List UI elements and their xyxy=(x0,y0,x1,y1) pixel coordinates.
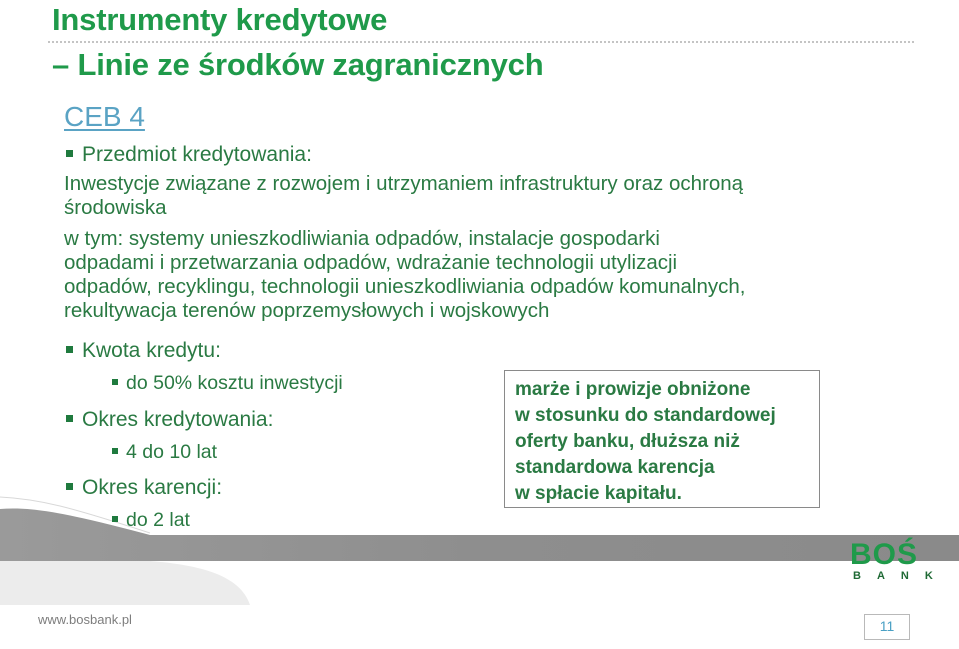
purpose-heading xyxy=(66,143,312,167)
bullet-icon xyxy=(112,379,118,385)
callout-box xyxy=(504,370,820,508)
callout-line-5: w spłacie kapitału. xyxy=(515,483,682,504)
bullet-icon xyxy=(66,483,73,490)
purpose-line-5: odpadów, recyklingu, technologii unieszkodliwiania odpadów komunalnych, xyxy=(64,275,746,298)
page-number: 11 xyxy=(879,618,895,634)
period-value-label: 4 do 10 lat xyxy=(126,441,218,463)
footer-url: www.bosbank.pl xyxy=(38,612,132,627)
callout-line-4: standardowa karencja xyxy=(515,457,715,478)
period-heading-label: Okres kredytowania: xyxy=(82,408,274,431)
purpose-line-1: Inwestycje związane z rozwojem i utrzymaniem infrastruktury oraz ochroną xyxy=(64,172,744,195)
purpose-heading-label: Przedmiot kredytowania: xyxy=(82,143,312,166)
page-title: Instrumenty kredytowe xyxy=(52,2,388,37)
purpose-line-3: w tym: systemy unieszkodliwiania odpadów, instalacje gospodarki xyxy=(64,227,660,250)
amount-value xyxy=(112,372,343,395)
bullet-icon xyxy=(112,448,118,454)
callout-line-2: w stosunku do standardowej xyxy=(515,405,776,426)
amount-value-label: do 50% kosztu inwestycji xyxy=(126,372,343,394)
purpose-line-4: odpadami i przetwarzania odpadów, wdrażanie technologii utylizacji xyxy=(64,251,678,274)
section-title: CEB 4 xyxy=(64,101,145,132)
grace-heading xyxy=(66,476,222,500)
bank-logo-sub: BANK xyxy=(853,570,949,582)
title-divider xyxy=(48,41,914,43)
callout-line-1: marże i prowizje obniżone xyxy=(515,379,751,400)
callout-line-3: oferty banku, dłuższa niż xyxy=(515,431,740,452)
purpose-line-2: środowiska xyxy=(64,196,167,219)
period-heading xyxy=(66,408,273,432)
grace-value-label: do 2 lat xyxy=(126,509,190,531)
grace-value xyxy=(112,509,190,532)
bank-logo: BOŚ xyxy=(850,538,919,571)
grace-heading-label: Okres karencji: xyxy=(82,476,223,499)
amount-heading xyxy=(66,339,221,363)
page-subtitle: – Linie ze środków zagranicznych xyxy=(52,47,544,82)
period-value xyxy=(112,441,217,464)
bullet-icon xyxy=(66,346,73,353)
amount-heading-label: Kwota kredytu: xyxy=(82,339,221,362)
bullet-icon xyxy=(66,415,73,422)
bullet-icon xyxy=(66,150,73,157)
bullet-icon xyxy=(112,516,118,522)
purpose-line-6: rekultywacja terenów poprzemysłowych i wojskowych xyxy=(64,299,550,322)
